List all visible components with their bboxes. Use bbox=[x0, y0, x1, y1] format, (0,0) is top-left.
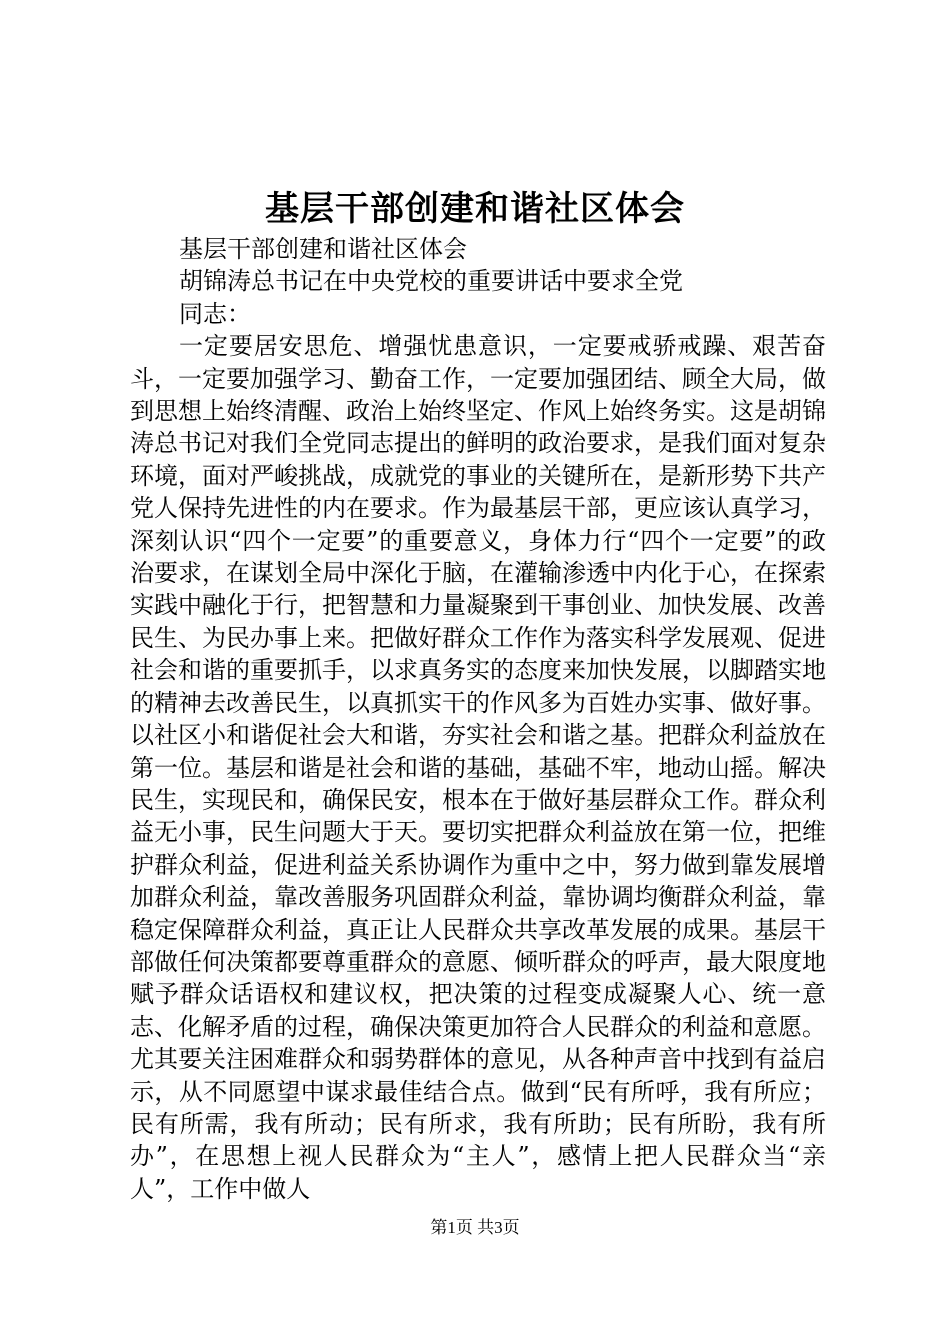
paragraph-intro: 胡锦涛总书记在中央党校的重要讲话中要求全党 bbox=[179, 267, 683, 296]
paragraph-salutation: 同志： bbox=[179, 299, 251, 328]
document-body bbox=[130, 233, 826, 1205]
document-title: 基层干部创建和谐社区体会 bbox=[265, 189, 685, 229]
paragraph-main: 一定要居安思危、增强忧患意识，一定要戒骄戒躁、艰苦奋斗，一定要加强学习、勤奋工作，一定要加强团结、顾全大局，做到思想上始终清醒、政治上始终坚定、作风上始终务实。这是胡锦涛总书记对我们全党同志提出的鲜明的政治要求，是我们面对复杂环境，面对严峻挑战，成就党的事业的关键所在，是新形势下共产党人保持先进性的内在要求。作为最基层干部，更应该认真学习，深刻认识“四个一定要”的重要意义，身体力行“四个一定要”的政治要求，在谋划全局中深化于脑，在灌输渗透中内化于心，在探索实践中融化于行，把智慧和力量凝聚到干事创业、加快发展、改善民生、为民办事上来。把做好群众工作作为落实科学发展观、促进社会和谐的重要抓手，以求真务实的态度来加快发展，以脚踏实地的精神去改善民生，以真抓实干的作风多为百姓办实事、做好事。以社区小和谐促社会大和谐，夯实社会和谐之基。把群众利益放在第一位。基层和谐是社会和谐的基础，基础不牢，地动山摇。解决民生，实现民和，确保民安，根本在于做好基层群众工作。群众利益无小事，民生问题大于天。要切实把群众利益放在第一位，把维护群众利益，促进利益关系协调作为重中之中，努力做到靠发展增加群众利益，靠改善服务巩固群众利益，靠协调均衡群众利益，靠稳定保障群众利益，真正让人民群众共享改革发展的成果。基层干部做任何决策都要尊重群众的意愿、倾听群众的呼声，最大限度地赋予群众话语权和建议权，把决策的过程变成凝聚人心、统一意志、化解矛盾的过程，确保决策更加符合人民群众的利益和意愿。尤其要关注困难群众和弱势群体的意见，从各种声音中找到有益启示，从不同愿望中谋求最佳结合点。做到“民有所呼，我有所应；民有所需，我有所动；民有所求，我有所助；民有所盼，我有所办”，在思想上视人民群众为“主人”，感情上把人民群众当“亲人”，工作中做人 bbox=[130, 332, 826, 1203]
paragraph-subtitle: 基层干部创建和谐社区体会 bbox=[179, 235, 467, 263]
page-number: 第1页 共3页 bbox=[430, 1218, 520, 1237]
